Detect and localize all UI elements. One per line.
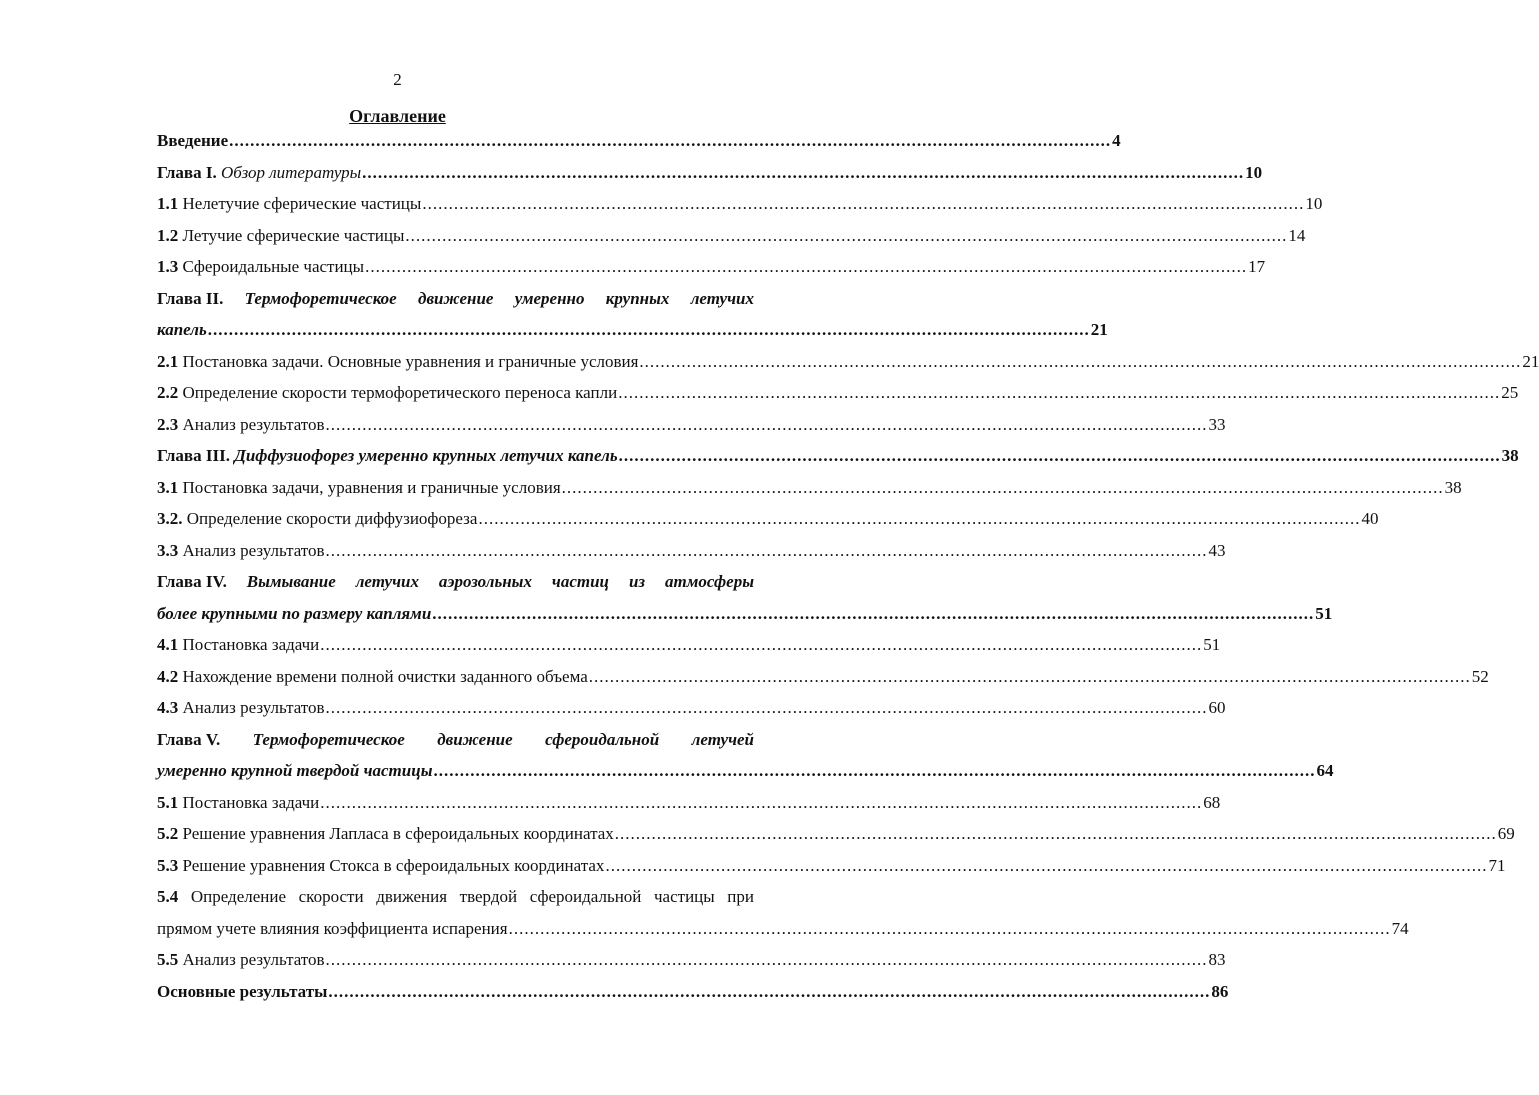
section-title: Сфероидальные частицы [182, 257, 365, 276]
entry-page: 38 [1444, 477, 1462, 497]
leader-dots: ........................................................................................................................................................................ [328, 981, 1211, 1001]
chapter-title-cont: более крупными по размеру каплями [157, 603, 432, 623]
title-word: летучих [355, 572, 419, 591]
leader-dots: ........................................................................................................................................................................ [325, 540, 1208, 560]
entry-page: 52 [1471, 666, 1489, 686]
section-title: Анализ результатов [182, 698, 325, 717]
title-word: крупных [605, 288, 670, 308]
leader-dots: ........................................................................................................................................................................ [432, 603, 1315, 623]
section-number: 1.2 [157, 225, 179, 245]
leader-dots: ........................................................................................................................................................................ [639, 351, 1522, 371]
leader-dots: ........................................................................................................................................................................ [325, 950, 1208, 969]
toc-title: Оглавление [349, 106, 446, 126]
leader-dots: ........................................................................................................................................................................ [229, 131, 1112, 150]
toc-entry-2-1 [157, 346, 1539, 378]
entry-page: 38 [1501, 446, 1519, 465]
page-number: 2 [393, 70, 402, 89]
section-number: 1.3 [157, 257, 179, 276]
title-word: Термофоретическое [244, 288, 397, 308]
toc-entry-3-1 [157, 472, 1462, 504]
entry-page: 64 [1316, 761, 1334, 780]
title-word: летучей [691, 729, 754, 749]
leader-dots: ........................................................................................................................................................................ [207, 320, 1090, 339]
chapter-title: Диффузиофорез умеренно крупных летучих капель [234, 446, 618, 465]
title-word: частиц [551, 572, 610, 591]
table-of-contents [157, 125, 1539, 1007]
leader-dots: ........................................................................................................................................................................ [508, 918, 1391, 938]
section-number: 2.1 [157, 351, 179, 371]
toc-entry-3-2 [157, 503, 1379, 535]
entry-page: 25 [1501, 383, 1519, 402]
title-word: из [628, 572, 646, 591]
section-number: 4.1 [157, 635, 179, 654]
leader-dots: ........................................................................................................................................................................ [618, 383, 1501, 402]
toc-entry-5-4-line-2 [157, 913, 1409, 945]
section-number: 4.2 [157, 666, 179, 686]
entry-page: 21 [1090, 320, 1108, 339]
leader-dots: ........................................................................................................................................................................ [325, 414, 1208, 434]
toc-entry-chapter-2-line-1 [157, 283, 754, 315]
leader-dots: ........................................................................................................................................................................ [618, 446, 1501, 465]
toc-entry-1-2 [157, 220, 1306, 252]
entry-label: Введение [157, 131, 229, 150]
leader-dots: ........................................................................................................................................................................ [362, 162, 1245, 182]
chapter-title: Обзор литературы [220, 162, 362, 182]
entry-page: 51 [1315, 603, 1333, 623]
entry-page: 68 [1203, 792, 1221, 812]
title-word: сфероидальной [545, 729, 660, 749]
entry-page: 14 [1288, 225, 1306, 245]
chapter-title-cont: капель [157, 320, 207, 339]
section-number: 2.2 [157, 383, 179, 402]
toc-entry-1-3 [157, 251, 1266, 283]
leader-dots: ........................................................................................................................................................................ [320, 792, 1203, 812]
section-title: Решение уравнения Лапласа в сфероидальных координатах [182, 824, 614, 843]
toc-entry-chapter-2-line-2 [157, 314, 1108, 346]
section-number: 3.3 [157, 540, 179, 560]
title-word: при [727, 887, 754, 906]
chapter-number: Глава III. [157, 446, 230, 465]
entry-page: 60 [1208, 698, 1226, 717]
entry-page: 51 [1203, 635, 1221, 654]
entry-page: 4 [1112, 131, 1121, 150]
entry-page: 17 [1248, 257, 1266, 276]
chapter-number: Глава I. [157, 162, 217, 182]
toc-entry-5-1 [157, 787, 1221, 819]
title-word: Вымывание [246, 572, 336, 591]
section-number: 5.4 [157, 887, 179, 906]
toc-entry-chapter-5-line-1 [157, 724, 754, 756]
chapter-number: Глава II. [157, 288, 224, 308]
section-title: Анализ результатов [182, 540, 325, 560]
section-title: Определение скорости термофоретического переноса капли [182, 383, 618, 402]
toc-entry-5-3 [157, 850, 1506, 882]
section-number: 1.1 [157, 194, 179, 213]
leader-dots: ........................................................................................................................................................................ [614, 824, 1497, 843]
entry-page: 86 [1211, 981, 1229, 1001]
toc-entry-chapter-1 [157, 157, 1263, 189]
section-title: Анализ результатов [182, 950, 325, 969]
title-word: движение [437, 729, 513, 749]
entry-page: 83 [1208, 950, 1226, 969]
toc-entry-results [157, 976, 1229, 1008]
chapter-title-cont: умеренно крупной твердой частицы [157, 761, 433, 780]
title-word: твердой [459, 887, 518, 906]
section-title: Постановка задачи, уравнения и граничные условия [182, 477, 561, 497]
leader-dots: ........................................................................................................................................................................ [405, 225, 1288, 245]
section-number: 3.1 [157, 477, 179, 497]
title-word: движения [376, 887, 448, 906]
title-word: летучих [690, 288, 754, 308]
section-title: Постановка задачи [182, 635, 320, 654]
section-title: Решение уравнения Стокса в сфероидальных координатах [182, 855, 605, 875]
section-number: 5.3 [157, 855, 179, 875]
entry-label: Основные результаты [157, 981, 328, 1001]
toc-entry-2-2 [157, 377, 1519, 409]
entry-page: 74 [1391, 918, 1409, 938]
toc-entry-2-3 [157, 409, 1226, 441]
title-word: аэрозольных [438, 572, 532, 591]
toc-entry-4-2 [157, 661, 1489, 693]
entry-page: 69 [1497, 824, 1515, 843]
section-title: Летучие сферические частицы [182, 225, 405, 245]
leader-dots: ........................................................................................................................................................................ [478, 509, 1361, 528]
section-number: 2.3 [157, 414, 179, 434]
toc-entry-chapter-4-line-2 [157, 598, 1333, 630]
section-number: 5.2 [157, 824, 179, 843]
section-title: Определение скорости диффузиофореза [186, 509, 478, 528]
toc-entry-intro [157, 125, 1121, 157]
toc-entry-1-1 [157, 188, 1323, 220]
entry-page: 71 [1488, 855, 1506, 875]
entry-page: 43 [1208, 540, 1226, 560]
section-title: Постановка задачи. Основные уравнения и граничные условия [182, 351, 639, 371]
leader-dots: ........................................................................................................................................................................ [605, 855, 1488, 875]
title-word: атмосферы [664, 572, 754, 591]
toc-entry-5-5 [157, 944, 1226, 976]
leader-dots: ........................................................................................................................................................................ [433, 761, 1316, 780]
section-title: Постановка задачи [182, 792, 320, 812]
title-word: сфероидальной [529, 887, 642, 906]
title-word: Определение [190, 887, 287, 906]
leader-dots: ........................................................................................................................................................................ [588, 666, 1471, 686]
title-word: частицы [654, 887, 715, 906]
title-word: умеренно [514, 288, 585, 308]
entry-page: 10 [1305, 194, 1323, 213]
section-title: Нахождение времени полной очистки заданного объема [182, 666, 588, 686]
section-number: 5.5 [157, 950, 179, 969]
entry-page: 33 [1208, 414, 1226, 434]
entry-page: 40 [1361, 509, 1379, 528]
leader-dots: ........................................................................................................................................................................ [561, 477, 1444, 497]
toc-entry-3-3 [157, 535, 1226, 567]
leader-dots: ........................................................................................................................................................................ [365, 257, 1248, 276]
toc-entry-4-3 [157, 692, 1226, 724]
toc-entry-5-2 [157, 818, 1515, 850]
toc-entry-chapter-4-line-1 [157, 566, 754, 598]
toc-entry-chapter-5-line-2 [157, 755, 1334, 787]
title-word: Термофоретическое [252, 729, 405, 749]
title-word: движение [418, 288, 494, 308]
entry-page: 21 [1522, 351, 1539, 371]
entry-page: 10 [1245, 162, 1263, 182]
section-title-cont: прямом учете влияния коэффициента испарения [157, 918, 508, 938]
section-title: Анализ результатов [182, 414, 325, 434]
chapter-number: Глава V. [157, 729, 221, 749]
toc-entry-chapter-3 [157, 440, 1519, 472]
section-number: 5.1 [157, 792, 179, 812]
toc-entry-5-4-line-1 [157, 881, 754, 913]
toc-entry-4-1 [157, 629, 1221, 661]
leader-dots: ........................................................................................................................................................................ [325, 698, 1208, 717]
section-number: 4.3 [157, 698, 179, 717]
leader-dots: ........................................................................................................................................................................ [320, 635, 1203, 654]
title-word: скорости [298, 887, 364, 906]
section-title: Нелетучие сферические частицы [182, 194, 422, 213]
chapter-number: Глава IV. [157, 572, 227, 591]
section-number: 3.2. [157, 509, 183, 528]
leader-dots: ........................................................................................................................................................................ [422, 194, 1305, 213]
